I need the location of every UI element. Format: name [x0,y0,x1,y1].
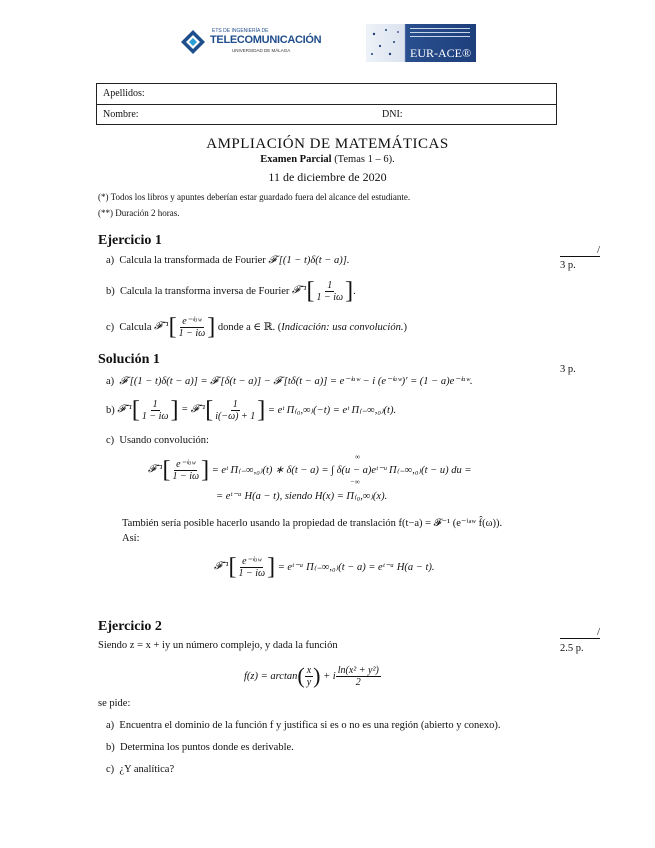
fraction-denominator: y [306,676,312,688]
eur-ace-decoration [410,28,470,33]
eur-ace-logo [366,24,476,62]
course-title: AMPLIACIÓN DE MATEMÁTICAS [206,136,449,152]
surname-row [97,84,556,105]
bracket-open: [ [228,554,237,580]
final-result-expression: = eᵗ⁻ᵃ Π₍₋∞,₀₎(t − a) = eᵗ⁻ᵃ H(a − t). [277,562,435,573]
score-slash: / [597,626,601,638]
item-letter: b) [106,404,115,416]
exam-type: Examen Parcial [260,154,332,165]
fraction-denominator: 1 − iω [178,327,206,339]
integral-lower-limit: −∞ [350,478,360,486]
fraction [140,399,171,422]
bracket-open: [ [306,278,315,304]
item-math: 𝓕 [(1 − t)δ(t − a)]. [268,255,350,266]
item-math: 𝓕 [(1 − t)δ(t − a)] = 𝓕 [δ(t − a)] − 𝓕 [tδ(t − a)] = e⁻ⁱᵃʷ − i (e⁻ⁱᵃʷ)′ = (1 − a)e⁻ⁱᵃʷ. [119,376,473,387]
convolution-expression: = eᵗ Π₍₋∞,₀₎(t) ∗ δ(t − a) = ∫ δ(u − a)eᵗ⁻ᵘ Π₍₋∞,₀₎(t − u) du = [211,465,472,476]
paren-open: ( [297,663,305,688]
paren-close: ) [313,663,321,688]
convolution-line-2 [216,490,387,502]
item-text: Calcula la transformada de Fourier [119,255,266,266]
bracket-open: [ [131,397,140,423]
item-math-operator: 𝓕⁻¹ [148,464,163,475]
item-math-eq: = 𝓕⁻¹ [181,404,206,415]
item-text: ¿Y analítica? [119,764,175,775]
student-info-box [96,83,557,125]
telecom-logo [180,28,330,56]
bracket-close: ] [170,397,179,423]
item-text: Usando convolución: [119,435,209,446]
exercise-1-score: 3 p. [560,260,576,271]
solution-1-title: Solución 1 [98,352,160,367]
score-line [560,638,600,639]
solution-1-item-a [106,375,473,388]
exercise-2-title: Ejercicio 2 [98,619,162,634]
telecom-logo-title: ETS DE INGENIERÍA DE [212,28,269,34]
item-math-operator: 𝓕⁻¹ [154,321,169,332]
telecom-logo-icon [180,29,206,55]
eur-ace-label: EUR-ACE® [410,46,472,60]
item-letter: b) [106,285,115,297]
item-math-operator: 𝓕⁻¹ [214,561,229,572]
fraction-numerator: ln(x² + y²) [337,664,379,676]
telecom-logo-main: TELECOMUNICACIÓN [210,34,322,46]
fraction-denominator: 1 − iω [141,410,169,422]
exercise-2-item-a [106,720,501,731]
solution-1-item-c [106,435,209,446]
exercise-1-title: Ejercicio 1 [98,233,162,248]
item-text: Determina los puntos donde es derivable. [120,742,294,753]
item-math-post: = eᵗ Π₍₀,∞₎(−t) = eᵗ Π₍₋∞,₀₎(t). [267,405,397,416]
fraction [315,280,346,303]
bracket-close: ] [267,554,276,580]
item-letter: b) [106,742,115,753]
item-letter: c) [106,435,115,446]
item-hint-end: ) [403,321,407,333]
item-text: Calcula [119,321,152,333]
item-end: . [353,285,356,297]
score-slash: / [597,244,601,256]
exercise-2-item-c [106,764,174,775]
telecom-logo-sub: UNIVERSIDAD DE MÁLAGA [232,48,291,53]
solution-1-score: 3 p. [560,364,576,375]
item-letter: a) [106,255,115,266]
exercise-2-item-b [106,742,294,753]
fraction [305,665,313,688]
function-definition [244,660,381,692]
star-map-icon [366,24,404,62]
fraction-numerator: e⁻ⁱᵃʷ [242,555,262,567]
fraction-denominator: 1 − iω [238,567,266,579]
se-pide-text: se pide: [98,698,131,709]
fraction-numerator: 1 [152,398,158,410]
item-math-operator: 𝓕⁻¹ [292,285,307,296]
fraction-denominator: 1 − iω [316,291,344,303]
bracket-close: ] [345,278,354,304]
score-line [560,256,600,257]
convolution-result: = eᵗ⁻ᵃ H(a − t), siendo H(x) = Π₍₀,∞₎(x). [216,491,388,502]
bracket-open: [ [162,457,171,483]
fraction [213,399,257,422]
exam-topics: (Temas 1 – 6). [334,154,395,165]
item-math-operator: 𝓕⁻¹ [117,404,132,415]
fraction-numerator: e⁻ⁱᵃʷ [176,458,196,470]
exercise-1-item-c [106,313,407,341]
fraction-numerator: x [306,664,312,676]
item-letter: a) [106,720,115,731]
fraction-denominator: i(−ω) + 1 [215,410,256,422]
bracket-open: [ [168,314,177,340]
solution-1-item-b [106,396,396,424]
fraction-denominator: 1 − iω [172,470,200,482]
exercise-1-item-b [106,278,356,304]
exam-subtitle [0,154,655,165]
integral-upper-limit: ∞ [355,453,360,461]
fraction-numerator: 1 [232,398,238,410]
item-hint: Indicación: usa convolución. [281,321,404,333]
item-text: Calcula la transforma inversa de Fourier [120,285,290,297]
fraction-numerator: e⁻ⁱᵃʷ [182,315,202,327]
fraction-denominator: 2 [355,676,361,688]
exercise-2-score: 2.5 p. [560,643,584,654]
note-books: (*) Todos los libros y apuntes deberían estar guardado fuera del alcance del estudiante. [98,192,411,202]
function-prefix: f(z) = arctan [244,670,298,682]
convolution-line-1 [148,455,471,485]
item-after: donde a ∈ ℝ. ( [217,322,282,333]
bracket-open: [ [205,397,214,423]
bracket-close: ] [207,314,216,340]
bracket-close: ] [201,457,210,483]
name-label: Nombre: [103,109,139,120]
fraction-numerator: 1 [327,279,333,291]
dni-label: DNI: [382,109,403,120]
function-mid: + i [323,670,336,682]
exercise-1-item-a [106,255,349,267]
bracket-close: ] [257,397,266,423]
exam-date: 11 de diciembre de 2020 [268,170,387,184]
fraction [236,556,267,579]
fraction [336,665,381,688]
fraction [177,316,208,339]
note-duration: (**) Duración 2 horas. [98,208,180,218]
item-letter: c) [106,764,115,775]
alternative-method-text: También sería posible hacerlo usando la propiedad de translación f(t−a) = 𝓕⁻¹ (e⁻ⁱᵃʷ f̂(ω)). [122,518,503,529]
final-result-line [214,552,435,582]
fraction [170,459,201,482]
surname-label: Apellidos: [103,88,145,99]
item-letter: c) [106,321,115,333]
alternative-method-asi: Así: [122,533,140,544]
item-letter: a) [106,376,115,387]
exercise-2-intro: Siendo z = x + iy un número complejo, y dada la función [98,640,338,651]
item-text: Encuentra el dominio de la función f y justifica si es o no es una región (abierto y conexo). [119,720,501,731]
eur-ace-decoration [410,36,470,40]
